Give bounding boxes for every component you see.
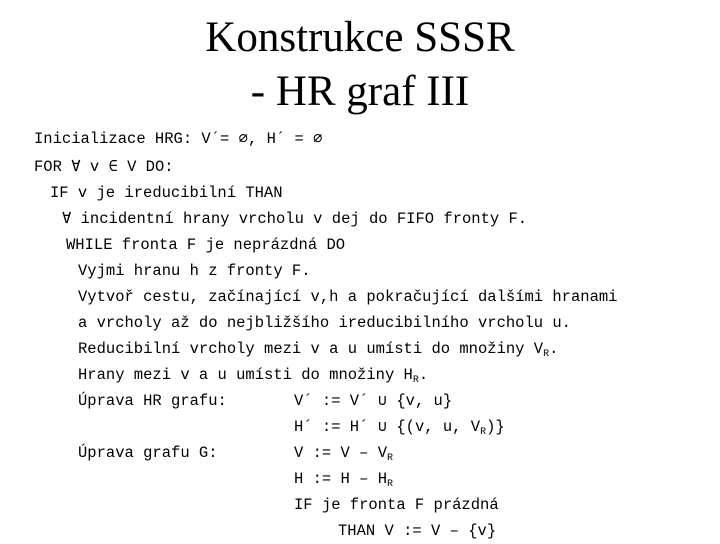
subscript: R [412, 375, 419, 386]
subscript: R [387, 453, 394, 464]
code-text: Hrany mezi v a u umísti do množiny H [78, 366, 413, 384]
code-line-while: WHILE fronta F je neprázdná DO [66, 236, 346, 254]
code-line-than: THAN V := V – {v} [338, 522, 497, 540]
code-line-for: FOR ∀ v ∈ V DO: [34, 158, 174, 176]
subscript: R [387, 479, 394, 490]
code-line-path-cont: a vrcholy až do nejbližšího ireducibilního vrcholu u. [78, 314, 571, 332]
slide-title-line-2: - HR graf III [250, 68, 470, 115]
code-label-g-update: Úprava grafu G: [78, 444, 218, 462]
code-label-hr-update: Úprava HR grafu: [78, 392, 227, 410]
code-line-dequeue: Vyjmi hranu h z fronty F. [78, 262, 311, 280]
code-text: . [418, 366, 429, 384]
code-text: H´ := H´ ∪ {(v, u, V [294, 418, 481, 436]
code-text: . [549, 340, 559, 358]
slide-title-line-1: Konstrukce SSSR [205, 14, 515, 61]
code-text: )} [486, 418, 505, 436]
code-line-if-empty: IF je fronta F prázdná [294, 496, 499, 514]
code-line-if: IF v je ireducibilní THAN [50, 184, 283, 202]
code-text: V := V – V [294, 444, 388, 462]
code-expr-vprime: V´ := V´ ∪ {v, u} [294, 392, 453, 410]
subscript: R [543, 349, 550, 360]
subscript: R [480, 427, 487, 438]
code-line-init: Inicializace HRG: V´= ∅, H´ = ∅ [34, 130, 323, 148]
code-text: H := H – H [294, 470, 388, 488]
code-line-enqueue: ∀ incidentní hrany vrcholu v dej do FIFO fronty F. [62, 210, 528, 228]
code-line-create-path: Vytvoř cestu, začínající v,h a pokračující dalšími hranami [78, 288, 618, 306]
code-text: Reducibilní vrcholy mezi v a u umísti do množiny V [78, 340, 544, 358]
